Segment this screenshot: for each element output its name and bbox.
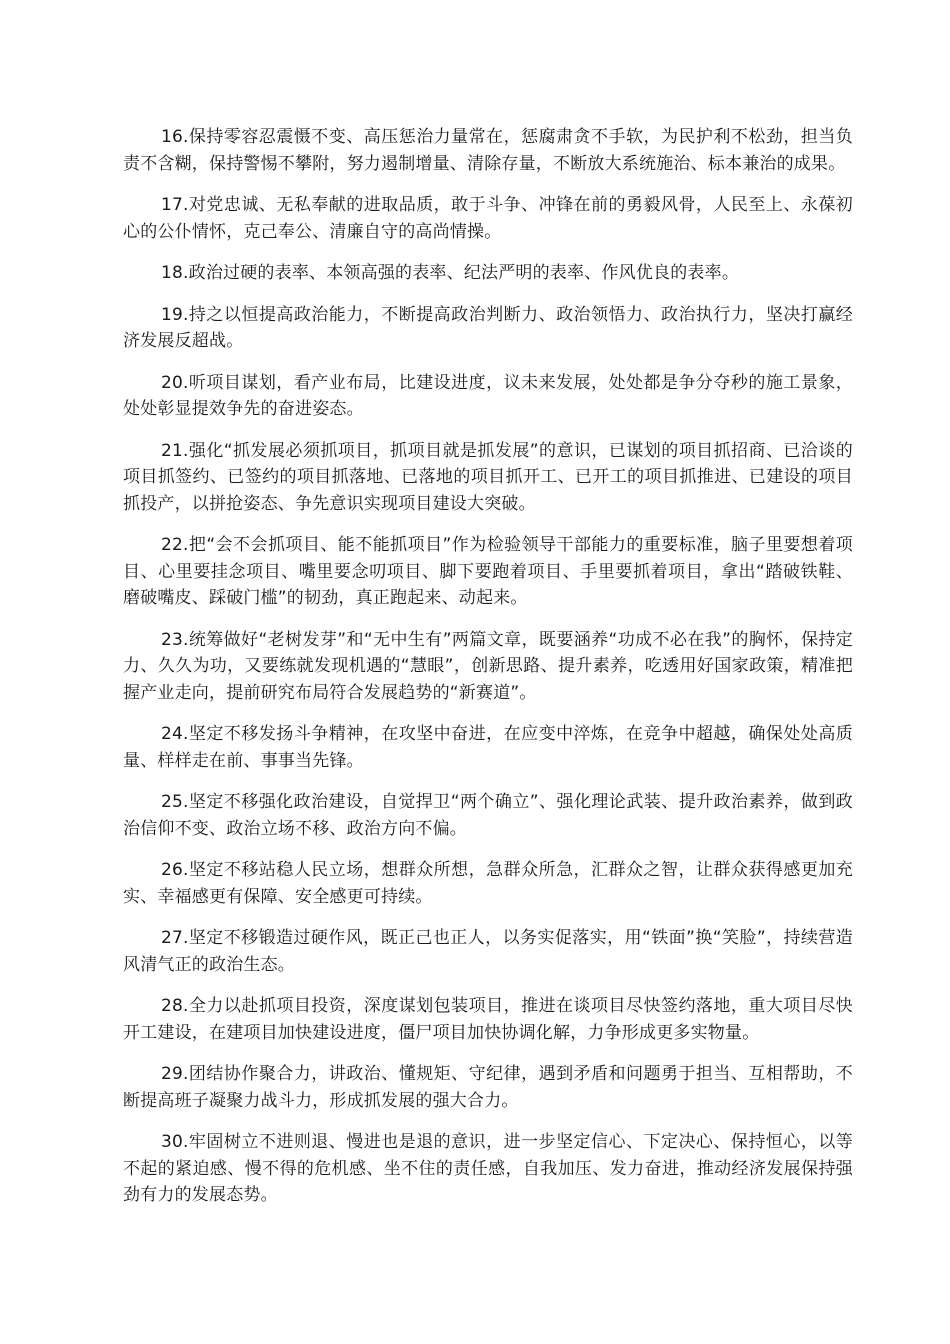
paragraph-17: 17.对党忠诚、无私奉献的进取品质，敢于斗争、冲锋在前的勇毅风骨，人民至上、永葆初心的公仆情怀，克己奉公、清廉自守的高尚情操。 — [123, 195, 853, 242]
paragraph-20: 20.听项目谋划，看产业布局，比建设进度，议未来发展，处处都是争分夺秒的施工景象，处处彰显提效争先的奋进姿态。 — [123, 372, 853, 419]
paragraph-22: 22.把“会不会抓项目、能不能抓项目”作为检验领导干部能力的重要标准，脑子里要想着项目、心里要挂念项目、嘴里要念叨项目、脚下要跑着项目、手里要抓着项目，拿出“踏破铁鞋、磨破嘴皮、踩破门槛”的韧劲，真正跑起来、动起来。 — [123, 535, 853, 608]
paragraph-19: 19.持之以恒提高政治能力，不断提高政治判断力、政治领悟力、政治执行力，坚决打赢经济发展反超战。 — [123, 304, 853, 351]
paragraph-28: 28.全力以赴抓项目投资，深度谋划包装项目，推进在谈项目尽快签约落地，重大项目尽快开工建设，在建项目加快建设进度，僵尸项目加快协调化解，力争形成更多实物量。 — [123, 996, 853, 1043]
paragraph-24: 24.坚定不移发扬斗争精神，在攻坚中奋进，在应变中淬炼，在竞争中超越，确保处处高质量、样样走在前、事事当先锋。 — [123, 724, 853, 771]
paragraph-25: 25.坚定不移强化政治建设，自觉捍卫“两个确立”、强化理论武装、提升政治素养，做到政治信仰不变、政治立场不移、政治方向不偏。 — [123, 792, 853, 839]
paragraph-26: 26.坚定不移站稳人民立场，想群众所想，急群众所急，汇群众之智，让群众获得感更加充实、幸福感更有保障、安全感更可持续。 — [123, 860, 853, 907]
paragraph-18: 18.政治过硬的表率、本领高强的表率、纪法严明的表率、作风优良的表率。 — [161, 263, 740, 283]
paragraph-23: 23.统筹做好“老树发芽”和“无中生有”两篇文章，既要涵养“功成不必在我”的胸怀，保持定力、久久为功，又要练就发现机遇的“慧眼”，创新思路、提升素养，吃透用好国家政策，精准把握产业走向，提前研究布局符合发展趋势的“新赛道”。 — [123, 629, 853, 703]
paragraph-30: 30.牢固树立不进则退、慢进也是退的意识，进一步坚定信心、下定决心、保持恒心，以等不起的紧迫感、慢不得的危机感、坐不住的责任感，自我加压、发力奋进，推动经济发展保持强劲有力的发展态势。 — [123, 1132, 853, 1205]
document-page — [123, 124, 853, 1224]
paragraph-29: 29.团结协作聚合力，讲政治、懂规矩、守纪律，遇到矛盾和问题勇于担当、互相帮助，不断提高班子凝聚力战斗力，形成抓发展的强大合力。 — [123, 1064, 853, 1111]
paragraph-27: 27.坚定不移锻造过硬作风，既正己也正人，以务实促落实，用“铁面”换“笑脸”，持续营造风清气正的政治生态。 — [123, 928, 853, 975]
paragraph-21: 21.强化“抓发展必须抓项目，抓项目就是抓发展”的意识，已谋划的项目抓招商、已洽谈的项目抓签约、已签约的项目抓落地、已落地的项目抓开工、已开工的项目抓推进、已建设的项目抓投产，以拼抢姿态、争先意识实现项目建设大突破。 — [123, 440, 853, 514]
paragraph-16: 16.保持零容忍震慑不变、高压惩治力量常在，惩腐肃贪不手软，为民护利不松劲，担当负责不含糊，保持警惕不攀附，努力遏制增量、清除存量，不断放大系统施治、标本兼治的成果。 — [123, 127, 853, 174]
